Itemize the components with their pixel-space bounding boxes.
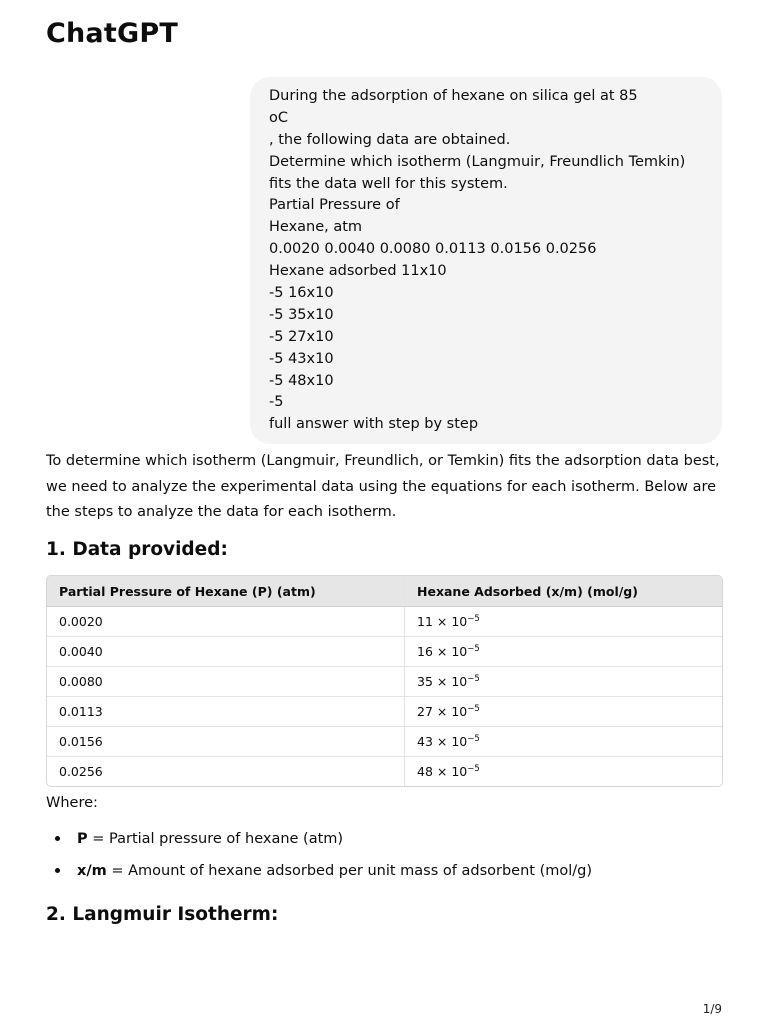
user-message-line: During the adsorption of hexane on silica gel at 85: [269, 88, 638, 104]
page-title: ChatGPT: [46, 18, 178, 49]
table-row: [47, 756, 722, 786]
list-item: [46, 828, 592, 860]
adsorbed-base: 11 × 10: [417, 614, 468, 629]
table-header-adsorbed: Hexane Adsorbed (x/m) (mol/g): [405, 576, 722, 607]
pressure-cell: 0.0156: [47, 726, 405, 756]
section-heading-langmuir: 2. Langmuir Isotherm:: [46, 904, 279, 925]
section-heading-data-provided: 1. Data provided:: [46, 539, 228, 560]
data-table: [46, 575, 723, 787]
adsorbed-base: 48 × 10: [417, 764, 468, 779]
user-message-line: Partial Pressure of: [269, 197, 400, 214]
where-label: Where:: [46, 795, 98, 811]
user-message-line: , the following data are obtained.: [269, 131, 511, 148]
pressure-cell: 0.0256: [47, 756, 405, 786]
user-message-line: Hexane, atm: [269, 219, 363, 236]
adsorbed-exponent: −5: [467, 704, 480, 714]
pressure-cell: 0.0080: [47, 666, 405, 696]
definition-list: [46, 828, 592, 892]
adsorbed-base: 27 × 10: [417, 704, 468, 719]
list-item: [46, 860, 592, 892]
adsorbed-cell: [405, 756, 722, 786]
definition-term: P: [77, 831, 88, 847]
user-message-line: oC: [269, 109, 288, 126]
adsorbed-exponent: −5: [467, 614, 480, 624]
adsorbed-base: 43 × 10: [417, 734, 468, 749]
table-header-row: [47, 576, 722, 607]
user-message-line: Determine which isotherm (Langmuir, Freundlich Temkin): [269, 153, 686, 170]
adsorbed-exponent: −5: [467, 764, 480, 774]
pressure-cell: 0.0020: [47, 607, 405, 636]
pressure-cell: 0.0040: [47, 636, 405, 666]
response-intro: To determine which isotherm (Langmuir, Freundlich, or Temkin) fits the adsorption data best, we need to analyze the experimental data using the equations for each isotherm. Below are the steps to analyze the data for each isotherm.: [46, 453, 720, 520]
adsorbed-base: 35 × 10: [417, 674, 468, 689]
user-message-line: Hexane adsorbed 11x10: [269, 263, 447, 280]
table-row: [47, 636, 722, 666]
table-header-pressure: Partial Pressure of Hexane (P) (atm): [47, 576, 405, 607]
user-message-line: fits the data well for this system.: [269, 175, 508, 192]
bullet-icon: [55, 836, 60, 841]
user-message-line: full answer with step by step: [269, 416, 479, 433]
user-message-line: -5 48x10: [269, 372, 334, 389]
user-message-line: 0.0020 0.0040 0.0080 0.0113 0.0156 0.0256: [269, 241, 597, 258]
user-message-line: -5 16x10: [269, 285, 334, 302]
user-message-bubble: [250, 77, 722, 444]
definition-text: = Amount of hexane adsorbed per unit mass of adsorbent (mol/g): [106, 863, 592, 879]
adsorbed-cell: [405, 666, 722, 696]
bullet-icon: [55, 868, 60, 873]
adsorbed-cell: [405, 696, 722, 726]
table-row: [47, 726, 722, 756]
adsorbed-base: 16 × 10: [417, 644, 468, 659]
adsorbed-cell: [405, 726, 722, 756]
adsorbed-exponent: −5: [467, 674, 480, 684]
table-row: [47, 696, 722, 726]
table-row: [47, 607, 722, 636]
adsorbed-exponent: −5: [467, 644, 480, 654]
user-message-line: -5 35x10: [269, 306, 334, 323]
table-row: [47, 666, 722, 696]
definition-term: x/m: [77, 863, 107, 879]
user-message-line: -5: [269, 394, 284, 411]
user-message-line: -5 43x10: [269, 350, 334, 367]
adsorbed-cell: [405, 636, 722, 666]
user-message-line: -5 27x10: [269, 328, 334, 345]
pressure-cell: 0.0113: [47, 696, 405, 726]
adsorbed-exponent: −5: [467, 734, 480, 744]
definition-text: = Partial pressure of hexane (atm): [87, 831, 344, 847]
adsorbed-cell: [405, 607, 722, 636]
page-number: 1/9: [702, 1002, 722, 1016]
